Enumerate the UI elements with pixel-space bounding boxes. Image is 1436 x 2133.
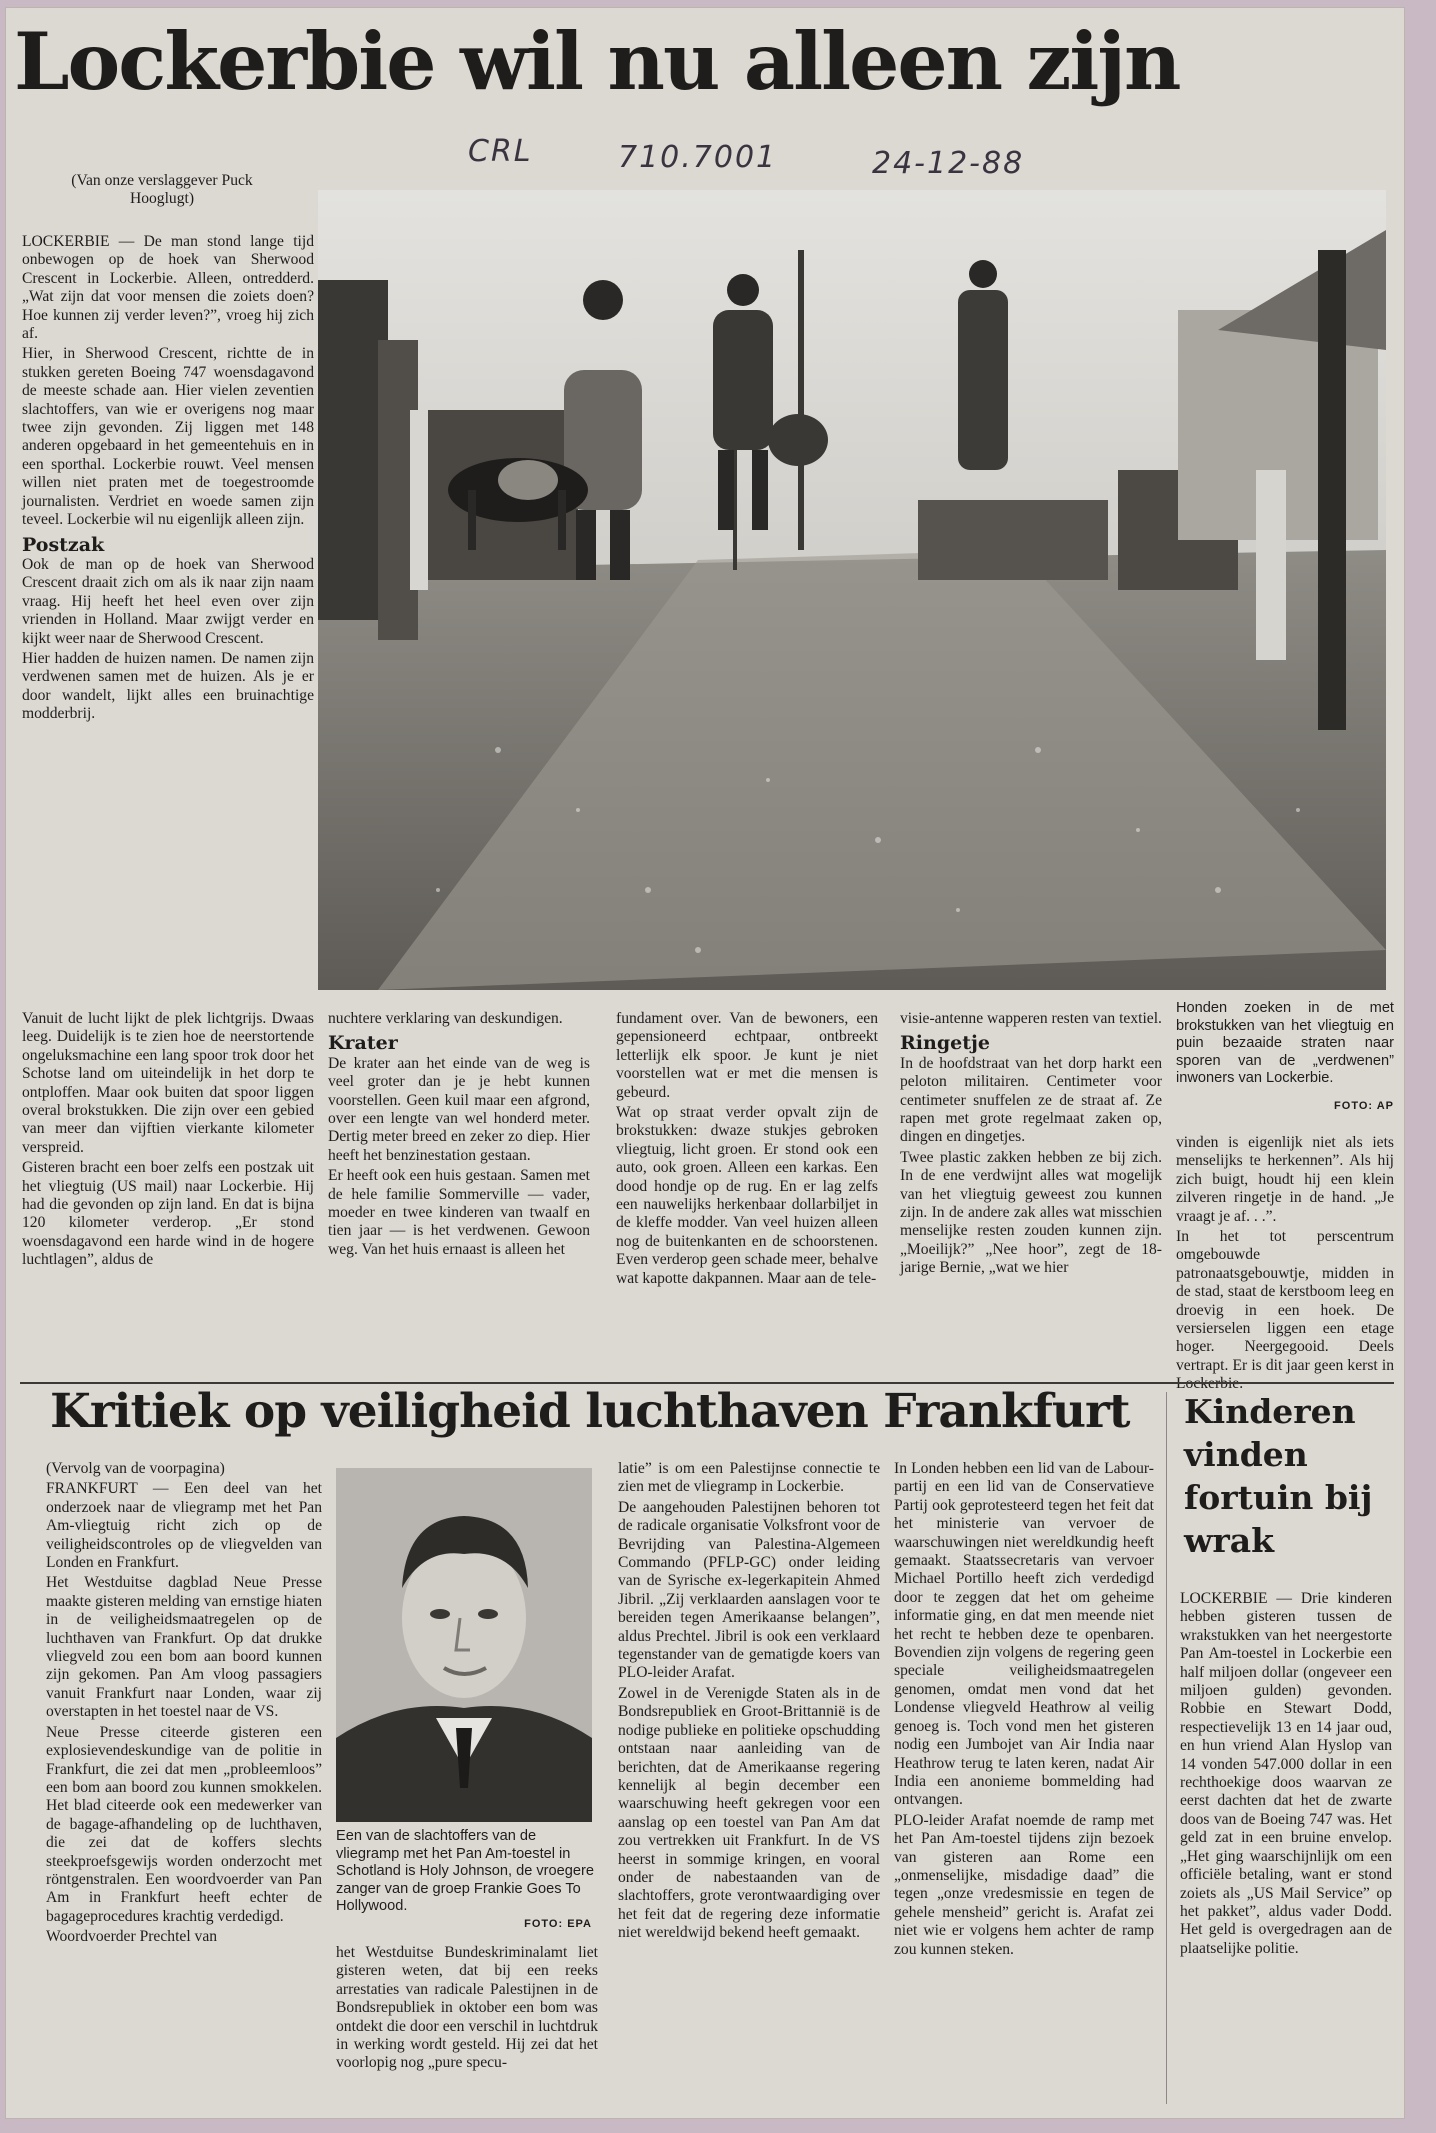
photo-dogs-searching-debris [318,190,1386,990]
paragraph: Twee plastic zakken hebben ze bij zich. In de ene verdwijnt alles wat mogelijk van het vliegtuig geweest zou kunnen zijn. In de andere zak alles wat misschien menselijke resten zouden kunnen zijn. „Moeilijk?” „Nee hoor”, zegt de 18-jarige Bernie, „wat we hier [900,1148,1162,1277]
third-headline: Kinderen vinden fortuin bij wrak [1184,1392,1373,1560]
paragraph: PLO-leider Arafat noemde de ramp met het Pan Am-toestel tijdens zijn bezoek van gisteren aan Rome een „onmenselijke, misdadige daad” die tegen „onze vredesmissie en tegen de gehele mensheid” gericht is. Arafat zei niet wie er volgens hem achter de ramp zou kunnen steken. [894,1811,1154,1958]
article1-column2 [328,1010,590,1259]
paragraph: Gisteren bracht een boer zelfs een postzak uit het vliegtuig (US mail) naar Lockerbie. Hij had die gevonden op zijn land. En dat is bijna 120 kilometer verderop. „Er stond woensdagavond een harde wind in de hogere luchtlagen”, aldus de [22,1159,314,1269]
paragraph: vinden is eigenlijk niet als iets menselijks te herkennen”. Als hij zich buigt, houdt hij een klein zilveren ringetje in de hand. „Je vraagt je af. . .”. [1176,1134,1394,1225]
paragraph: Woordvoerder Prechtel van [46,1928,218,1946]
photo-portrait-holy-johnson [336,1468,592,1822]
article1-column1-continued [22,1010,314,1270]
article1-column1 [22,233,314,724]
paragraph: Hier, in Sherwood Crescent, richtte de in stukken gereten Boeing 747 woensdagavond de meeste schade aan. Hier vielen zeventien slachtoffers, van wie er overigens nog maar twee zijn gevonden. Zij liggen met 148 anderen opgebaard in het gemeentehuis en in een sporthal. Lockerbie rouwt. Veel mensen willen niet praten met de toegestroomde journalisten. Verdriet en woede samen zijn teveel. Lockerbie wil nu eigenlijk alleen zijn. [22,345,314,529]
subheading-postzak: Postzak [22,533,105,556]
column-divider [1166,1392,1167,2104]
paragraph: het Westduitse Bundeskriminalamt liet gisteren weten, dat bij een reeks arrestaties van radicale Palestijnen in de Bondsrepubliek in oktober een bom was ontdekt die door een verschil in luchtdruk in werking wordt gesteld. Hij zei dat het voorlopig nog „pure specu- [336,1944,598,2072]
main-headline: Lockerbie wil nu alleen zijn [14,15,1180,108]
handwritten-code-1: CRL [468,134,533,169]
paragraph: De aangehouden Palestijnen behoren tot de radicale organisatie Volksfront voor de Bevrijding van Palestina-Algemeen Commando (PFLP-GC) onder leiding van de Syrische ex-legerkapitein Ahmed Jibril. „Zij verklaarden aanslagen voor te bereiden tegen Amerikaanse belangen”, aldus Prechtel. Jibril is ook een verklaard tegenstander van de gematigde koers van PLO-leider Arafat. [618,1498,880,1682]
paragraph: fundament over. Van de bewoners, een gepensioneerd echtpaar, ontbreekt letterlijk elk spoor. Je kunt je niet voorstellen wat er met die mensen is gebeurd. [616,1010,878,1101]
paragraph: Hier hadden de huizen namen. De namen zijn verdwenen samen met de huizen. Als je er door wandelt, lijkt alles een bruinachtige modderbrij. [22,649,314,723]
portrait-caption: Een van de slachtoffers van de vliegramp met het Pan Am-toestel in Schotland is Holy Johnson, de vroegere zanger van de groep Frankie Goes To Hollywood. [336,1828,594,1914]
portrait-credit: FOTO: EPA [524,1918,592,1930]
paragraph: In de hoofdstraat van het dorp harkt een peloton militairen. Centimeter voor centimeter snuffelen ze de straat af. Ze rapen met grote regelmaat zaken op, dingen en dingetjes. [900,1054,1162,1146]
paragraph: latie” is om een Palestijnse connectie te zien met de vliegramp in Lockerbie. [618,1460,880,1496]
paragraph: Wat op straat verder opvalt zijn de brokstukken: dwaze stukjes gebroken vliegtuig, licht groen. Er stond ook een auto, ook groen. Alleen een karkas. Een dood hondje op de rug. En er lag zelfs een nauwelijks herkenbaar dollarbiljet in de kleffe modder. Van veel huizen alleen nog de buitenkanten en de schoorstenen. Even verderop geen schade meer, behalve wat kapotte dakpannen. Maar aan de tele- [616,1104,878,1287]
byline: (Van onze verslaggever Puck Hooglugt) [71,172,253,207]
paragraph: FRANKFURT — Een deel van het onderzoek naar de vliegramp met het Pan Am-vliegtuig richt zich op de veiligheidscontroles op de vliegvelden van Londen en Frankfurt. [46,1480,322,1572]
paragraph: Er heeft ook een huis gestaan. Samen met de hele familie Sommerville — vader, moeder en twee kinderen van twaalf en tien jaar — is het verdwenen. Gewoon weg. Van het huis ernaast is alleen het [328,1167,590,1258]
paragraph: In het tot perscentrum omgebouwde patronaatsgebouwtje, midden in de stad, staat de kerstboom leeg en droevig in een hoek. De versierselen liggen een etage hoger. Neergegooid. Deels vertrapt. Er is dit jaar geen kerst in [1176,1228,1394,1374]
paragraph: nuchtere verklaring van deskundigen. [328,1010,563,1027]
article1-column5 [1176,1134,1394,1394]
paragraph: Neue Presse citeerde gisteren een explosievendeskundige van de politie in Frankfurt, die zei dat men „probleemloos” een bom aan boord zou kunnen smokkelen. Het blad citeerde ook een medewerker van de bagage-afhandeling op de luchthaven, die zei dat de koffers slechts steekproefsgewijs worden onderzocht met röntgenstralen. Een woordvoerder van Pan Am in Frankfurt heeft echter de bagageprocedures krachtig verdedigd. [46,1723,322,1925]
paragraph: LOCKERBIE — De man stond lange tijd onbewogen op de hoek van Sherwood Crescent in Lockerbie. Alleen, ontredderd. „Wat zijn dat voor mensen die zoiets doen? Hoe kunnen zij verder leven?”, vroeg hij zich af. [22,233,314,343]
article2-column4 [894,1460,1154,1959]
article2-column1 [46,1460,322,1947]
article1-column3 [616,1010,878,1288]
subheading-krater: Krater [328,1032,398,1055]
paragraph: Vanuit de lucht lijkt de plek lichtgrijs. Dwaas leeg. Duidelijk is te zien hoe de neerstortende ongeluksmachine een lang spoor trok door het Schotse land om uiteindelijk in het dorp te ontploffen. Maar ook buiten dat spoor liggen overal brokstukken. Die zijn over een gebied van meer dan vijftien vierkante kilometer verspreid. [22,1010,314,1156]
handwritten-code-2: 710.7001 [618,140,778,175]
photo-caption: Honden zoeken in de met brokstukken van het vliegtuig en puin bezaaide straten naar sporen van de „verdwenen” inwoners van Lockerbie. [1176,1000,1394,1086]
paragraph: Zowel in de Verenigde Staten als in de Bondsrepubliek en Groot-Brittannië is de nodige publieke en politieke opschudding ontstaan naar aanleiding van de berichten, dat de Amerikaanse regering kennelijk al begin december een waarschuwing heeft gekregen voor een aanslag op een toestel van Pan Am dat zou vertrekken uit Frankfurt. In de VS heerst in sommige kringen, en vooral onder de nabestaanden van de slachtoffers, grote verontwaardiging over het feit dat de regering deze informatie niet wereldwijd bekend heeft gemaakt. [618,1684,880,1942]
subheading-ringetje: Ringetje [900,1032,990,1055]
paragraph: LOCKERBIE — Drie kinderen hebben gisteren tussen de wrakstukken van het neergestorte Pan Am-toestel in Lockerbie een half miljoen dollar (ongeveer een miljoen gulden) gevonden. Robbie en Stewart Dodd, respectievelijk 13 en 14 jaar oud, en hun vriend Alan Hyslop van 14 vonden 547.000 dollar in een rechthoekige doos waarvan ze eerst dachten dat het de zwarte doos van de Boeing 747 was. Het geld zat in een bruine envelop. „Het ging waarschijnlijk om een officiële betaling, want er stond zoiets als „US Mail Service” op het pakket”, aldus vader Dodd. Het geld is overgedragen aan de plaatselijke politie. [1180,1590,1392,1957]
paragraph: Ook de man op de hoek van Sherwood Crescent draait zich om als ik naar zijn naam vraag. Hij heeft het heel even over zijn vrienden in Holland. Maar zwijgt verder en kijkt weer naar de Sherwood Crescent. [22,555,314,647]
paragraph: De krater aan het einde van de weg is veel groter dan je je hebt kunnen voorstellen. Geen kuil maar een afgrond, over een lengte van wel honderd meter. Dertig meter breed en zeker zo diep. Hier heeft het benzinestation gestaan. [328,1054,590,1164]
photo-credit: FOTO: AP [1334,1100,1394,1112]
paragraph: In Londen hebben een lid van de Labour-partij en een lid van de Conservatieve Partij ook geprotesteerd tegen het feit dat het ministerie van vervoer de waarschuwingen niet wereldkundig heeft gemaakt. Staatssecretaris van vervoer Michael Portillo heeft zich verdedigd door te zeggen dat het om geheime informatie ging, en dat men meende niet het recht te hebben deze te openbaren. Bovendien zijn volgens de regering geen speciale veiligheidsmaatregelen genomen, omdat men vond dat het Londense vliegveld Heathrow al veilig genoeg is. Toch vond men het gisteren nodig een Jumbojet van Air India naar Heathrow terug te laten keren, nadat Air India een anonieme bommelding had ontvangen. [894,1460,1154,1809]
article2-column3 [618,1460,880,1943]
article3-column [1180,1590,1392,1958]
second-headline: Kritiek op veiligheid luchthaven Frankfurt [50,1384,1130,1439]
paragraph: (Vervolg van de voorpagina) [46,1460,225,1477]
newspaper-clipping [6,8,1404,2118]
paragraph: visie-antenne wapperen resten van textiel. [900,1010,1162,1027]
article1-column4 [900,1010,1162,1278]
handwritten-date: 24-12-88 [872,146,1025,181]
article2-column2 [336,1944,598,2073]
paragraph: Het Westduitse dagblad Neue Presse maakte gisteren melding van ernstige hiaten in de veiligheidsmaatregelen op de luchthaven van Frankfurt. Op dat drukke vliegveld zou een bom aan boord kunnen zijn gekomen. Pan Am vloog passagiers vanuit Frankfurt naar Londen, waar zij overstapten in het toestel naar de VS. [46,1574,322,1721]
